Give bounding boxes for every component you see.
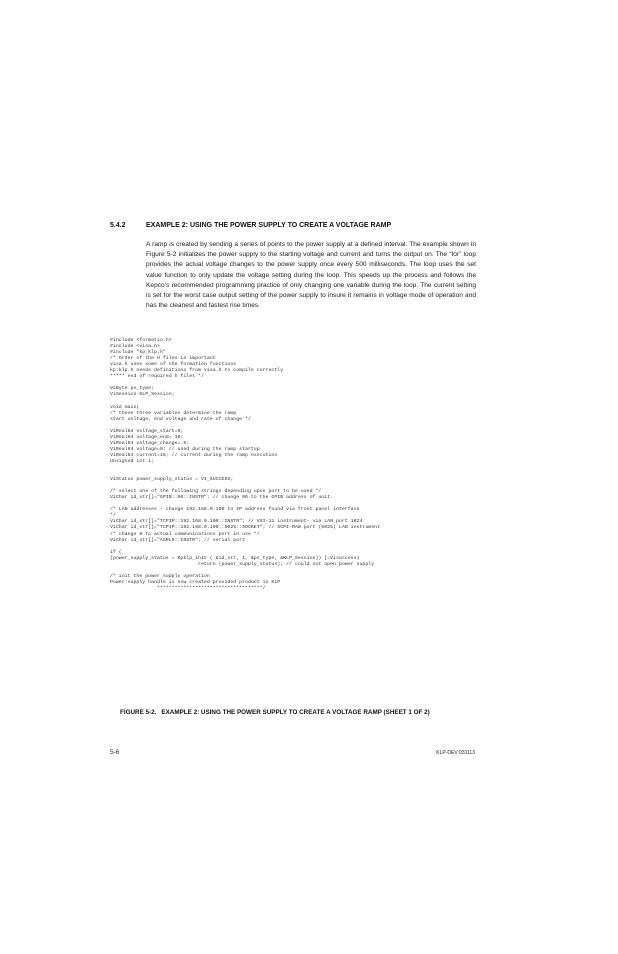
code-line: #include "kp_klp.h" bbox=[110, 350, 166, 356]
code-line: ViReal64 voltage=0; // used during the ramp startup bbox=[110, 446, 260, 452]
code-line: visa.h uses some of the formation functions bbox=[110, 362, 237, 368]
code-line: ViReal64 voltage_end= 10; bbox=[110, 434, 184, 440]
code-line: ViStatus power_supply_status = VI_SUCCESS; bbox=[110, 477, 234, 483]
code-line: ***** end of required h files */ bbox=[110, 374, 204, 380]
body-paragraph: A ramp is created by sending a series of points to the power supply at a defined interval. The example shown in Figure 5-2 initializes the power supply to the starting voltage and current and turns the output on. The “for” loop provides the actual voltage changes to the power supply once every 500 milliseconds. The loop uses the set value function to only update the voltage setting during the loop. This speeds up the process and follows the Kepco’s recommended programming practice of only changing one variable during the loop. The current setting is set for the worst case output setting of the power supply to insure it remains in voltage mode of operation and has the cleanest and fastest rise times. bbox=[146, 241, 476, 310]
figure-caption bbox=[120, 709, 430, 716]
code-line: ViChar id_str[]="ASRL0::INSTR"; // serial port bbox=[110, 537, 246, 543]
code-line: #include <visa.h> bbox=[110, 344, 160, 350]
code-line: ViChar id_str[]="TCPIP::192.168.0.100::5025::SOCKET"; // SCPI-RAW port (5025) LAN instrument bbox=[110, 525, 381, 531]
code-line: #include <formatio.h> bbox=[110, 338, 172, 343]
code-line: /* these three variables determine the ramp bbox=[110, 410, 237, 416]
code-line: /* LAN addresses - change 192.168.0.100 to IP address found via front panel interface bbox=[110, 507, 360, 513]
code-line: void main( bbox=[110, 404, 140, 410]
code-line: (power_supply_status = Kpklp_init ( &id_str, 1, &ps_type, &KLP_Session)) [=Visuccess) bbox=[110, 555, 360, 561]
code-line: ViReal64 voltage_change=.5; bbox=[110, 440, 190, 446]
figure-title: EXAMPLE 2: USING THE POWER SUPPLY TO CREATE A VOLTAGE RAMP (SHEET 1 OF 2) bbox=[161, 709, 430, 716]
footer-document-id: KLP-DEV 031113 bbox=[436, 750, 475, 756]
code-line: /* init the power supply operation bbox=[110, 573, 210, 579]
section-number: 5.4.2 bbox=[110, 222, 126, 229]
section-heading bbox=[110, 222, 391, 229]
code-line: ViChar id_str[]="GPIB::06::INSTR"; // change 06 to the GPIB address of unit. bbox=[110, 495, 334, 501]
code-line: if ( bbox=[110, 549, 122, 555]
code-line: ViByte ps_type; bbox=[110, 386, 155, 392]
code-line: ViSession KLP_Session; bbox=[110, 392, 175, 398]
section-title: EXAMPLE 2: USING THE POWER SUPPLY TO CREATE A VOLTAGE RAMP bbox=[146, 222, 392, 229]
code-line: Unsigned int i; bbox=[110, 458, 155, 464]
code-line: */ bbox=[110, 513, 116, 519]
code-line: /* select one of the following strings depending upon port to be used */ bbox=[110, 489, 322, 495]
code-listing bbox=[110, 338, 500, 592]
code-line: kp:klp.h needs definitions from visa.h to compile correctly bbox=[110, 368, 284, 374]
code-line: /* Order of the H files is important bbox=[110, 356, 216, 362]
code-line: start voltage, end voltage and rate of change */ bbox=[110, 416, 251, 422]
footer-page-number: 5-6 bbox=[110, 749, 120, 756]
code-line: ViReal64 current=16; // current during the ramp execution bbox=[110, 452, 278, 458]
code-line: ViReal64 voltage_start=0; bbox=[110, 428, 184, 434]
code-line: return (power_supply_status); // could not open power supply bbox=[110, 561, 375, 567]
figure-label: FIGURE 5-2. bbox=[120, 709, 157, 716]
code-line: ************************************/ bbox=[110, 585, 266, 591]
code-line: Power supply handle is now created provided product is KLP bbox=[110, 579, 281, 585]
code-line: /* change 0 to actual communications port in use */ bbox=[110, 531, 260, 537]
code-line: ViChar id_str[]="TCPIP::192.168.0.100::INSTR"; // VXI-11 instrument- via LAN port 1024 bbox=[110, 519, 363, 525]
